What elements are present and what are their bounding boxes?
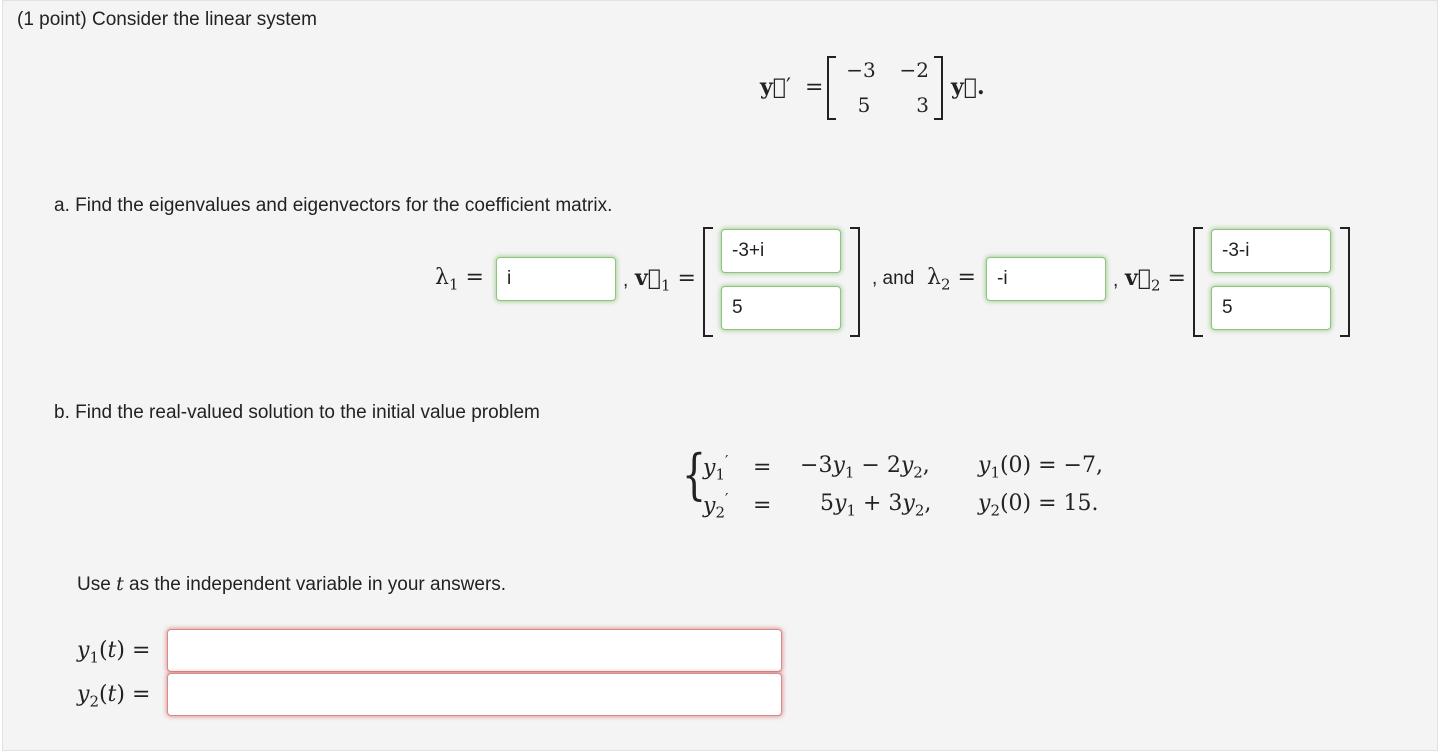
and-text: , and (872, 268, 915, 289)
part-b-prompt: b. Find the real-valued solution to the initial value problem (54, 402, 540, 423)
eq1-equals: = (753, 455, 772, 480)
part-a-prompt: a. Find the eigenvalues and eigenvectors for the coefficient matrix. (54, 195, 613, 216)
system-brace: { (682, 443, 707, 506)
lambda1-input[interactable] (496, 257, 616, 301)
ic2: $y_2(0) = 15$. (978, 491, 1099, 520)
matrix-right-bracket (934, 56, 943, 120)
ic1: $y_1(0) = -7$, (978, 453, 1103, 482)
v2-label: $v⃗_2$ = (1125, 265, 1186, 295)
matrix-left-bracket (827, 56, 836, 120)
comma-1: , (623, 270, 629, 291)
lambda2-input[interactable] (986, 257, 1106, 301)
eq2-lhs: $y_2'$ (703, 490, 729, 522)
v2-top-input[interactable] (1211, 229, 1331, 273)
matrix-cell-21: 5 (857, 93, 871, 117)
v1-label: $v⃗_1$ = (635, 265, 696, 295)
lambda2-label: $\lambda_2$ = (927, 265, 976, 294)
y1-answer-input[interactable] (167, 629, 782, 672)
v1-right-bracket (850, 227, 860, 337)
v2-left-bracket (1193, 227, 1203, 337)
eq1-lhs: $y_1'$ (703, 452, 729, 484)
comma-2: , (1113, 270, 1119, 291)
problem-header: (1 point) Consider the linear system (17, 9, 317, 30)
eq1-rhs: $-3y_1 - 2y_2$, (800, 453, 930, 482)
matrix-cell-11: −3 (846, 58, 876, 82)
v2-bottom-input[interactable] (1211, 286, 1331, 330)
y2t-label: $y_2(t)$ = (77, 682, 151, 711)
eq2-rhs: $5y_1 + 3y_2$, (820, 491, 932, 520)
y-vector-label: y⃗. (951, 74, 985, 100)
matrix-cell-12: −2 (899, 58, 929, 82)
instruction-text: Use t as the independent variable in your answers. (77, 573, 507, 595)
v2-right-bracket (1340, 227, 1350, 337)
y2-answer-input[interactable] (167, 673, 782, 716)
lambda1-label: $\lambda_1$ = (435, 265, 484, 294)
v1-top-input[interactable] (721, 229, 841, 273)
y-prime-label: y⃗′ = (760, 74, 824, 100)
v1-left-bracket (703, 227, 713, 337)
eq2-equals: = (753, 493, 772, 518)
matrix-cell-22: 3 (916, 93, 929, 117)
y1t-label: $y_1(t)$ = (77, 638, 151, 667)
v1-bottom-input[interactable] (721, 286, 841, 330)
